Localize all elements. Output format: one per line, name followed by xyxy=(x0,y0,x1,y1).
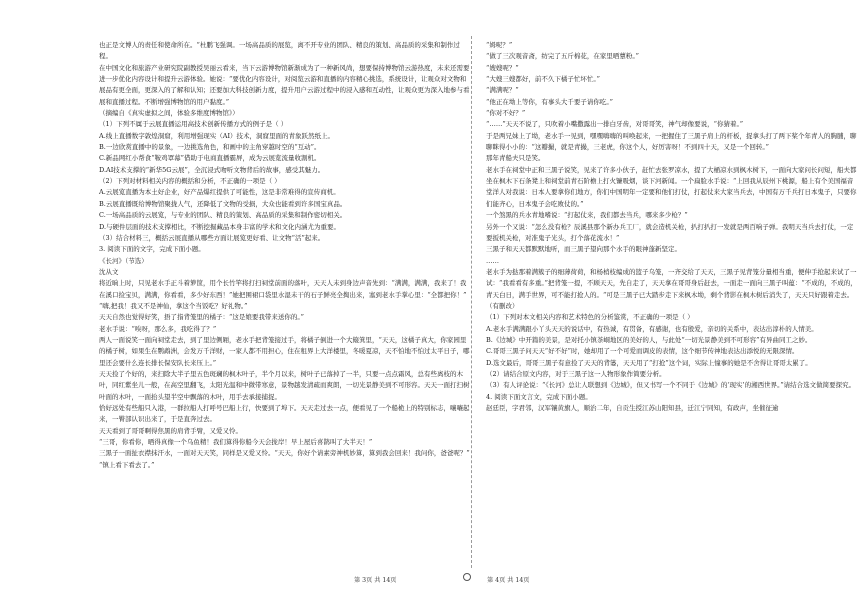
text-line: D.选文最后，哥哥三黑子有意捡了天天的背篓，天天用了“打抢”这个词，实际上憧事的她是不舍得让哥哥太累了。 xyxy=(486,358,812,367)
text-line: D.与硬件层面的技术支撑相比，不断挖掘藏品本身丰富的学术和文化内涵尤为重要。 xyxy=(99,222,341,231)
text-line: 天天看到了哥哥啊得焦黑的肩背手臂，又爱又怜。 xyxy=(99,426,242,435)
text-line: （2）下列对材料相关内容的概括和分析，不正确的一项是（ ） xyxy=(99,177,281,186)
text-line: 也正是文博人的责任和使命所在。“杜鹏飞强调。一场高品质的展览，离不开专业的团队、精良的策划、高品质的采集和制作过程。 xyxy=(99,41,460,61)
text-line: 赵廷臣，字君邻，汉军镶黄旗人，顺治二年，自贡生授江苏山阳知县，迁江宁同知，有政声，坐催征逾 xyxy=(486,404,779,412)
text-line: A.云展览直播为本土好企业，好产品爆红提供了可能性，这是非常难得的宣传商机。 xyxy=(99,188,340,197)
text-line: 在中国文化和旅游产业研究院副教授吴丽云看来，当下云游博物馆新渐成为了一种新风尚，想要保持博物馆云游热度，未来还需要进一步优化内容设计和提升云游体验。她说：“要优化内容设计，对阅览云游和直播的内容精心挑选，系统设计，让观众对文物和展品有更全面，更深入的了解和认知；还要加大科技创新力度，提升用户云游过程中的浸入感和互动性，让观众更为深入地参与看展和直播过程。不断增强博物馆的用户黏度。” xyxy=(99,63,470,106)
text-line: C.一场高品质的云展览，与专业的团队、精良的策划、高品质的采集和制作密切相关。 xyxy=(99,211,347,220)
text-line: A.线上直播数字敦煌洞窟，利用增强现实（AI）技术，洞窟里面的青象跃然纸上。 xyxy=(99,131,335,140)
text-line: “做了三次观音斋，纺完了五斤棉花，在家里晒蕈粉。” xyxy=(486,52,639,61)
text-line: 一个煞黑的兵水青地嗜说：“打起仗来，我们都去当兵，哪来多少枪？” xyxy=(486,211,688,220)
text-line: 于是两兄妹上了坳，老水手一见到，嘿嘿嗨嗨的叫唤起来，一把握住了三黑子肩上的杆板，捉拿头打了两下桨个年青人的胸脯，聊聊眯得小小的：“这瓣撮，就是青撮，三老虎，你这个人，好厉害呀！不到四十天，又是一个回转。” xyxy=(486,131,857,152)
text-line: 另外一个又说：“怎么没有枪？辰溪县那个新办兵工厂，就会造机关枪，扒打扒打一发就是两百响子弹。我明天当兵去打仗，一定要扳机关枪，对准鬼子光头，打个落花流水！” xyxy=(486,222,854,242)
text-line: “你对不好？” xyxy=(486,109,526,118)
text-line: 3. 阅读下面的文字，完成下面小题。 xyxy=(99,245,205,254)
text-line: （1）下列对本文相关内容和艺术特色的分析鉴赏，不正确的一项是（ ） xyxy=(486,313,694,322)
left-column xyxy=(99,40,471,471)
text-line: “大嫂三嫂都好，前不久下橘子忙坏忙。” xyxy=(486,75,600,84)
text-line: （1）下列不属于云展直播运用高技术创新传播方式的例子是（ ） xyxy=(99,120,288,129)
text-line: “……”天天不说了，只吹着小嘴撒露出一排白牙齿，对哥哥笑，神气却像要说，“你猜着。” xyxy=(486,120,744,129)
text-line: …… xyxy=(486,256,499,265)
text-line: 天天捡了个好的，来扫除大半子里五色斑斓的枫木叶子，半个月以来，树叶子已落掉了一半，只要一点点霜风，总有些离枝的木叶，同红紫坐儿一般，在高空里翻飞，太阳光温和中微带寒意，景物越发清疏而爽朗，一切光景静美到不可形容。天天一面打扫树叶面的木叶，一面抬头望半空中飘落的木叶，用手去承接捕捉。 xyxy=(99,369,470,401)
text-line: 那年青船夫只是笑。 xyxy=(486,154,545,163)
text-line: 老水手说：“唉呀，那么多，我吃得了？” xyxy=(99,324,217,333)
column-divider xyxy=(471,36,472,568)
text-line: （3）有人评论说：“《长河》总让人联想到《边城》，但又书写一个不同于《边城》的‘现实’的湘西世界。”请结合选文做简要探究。 xyxy=(486,381,856,390)
text-line: “嫂嫂呢？” xyxy=(486,63,519,72)
text-line: （有删改） xyxy=(486,301,519,310)
text-line: 4. 阅读下面文言文，完成下面小题。 xyxy=(486,392,592,401)
text-line: B.云展直播既给博物馆聚拢人气，还降低了文物的受损，大众也能看到许多国宝真品。 xyxy=(99,199,347,208)
page-number-left: 第 3页 共 14页 xyxy=(354,577,397,584)
text-line: C.新品网红小帮食“鞍鸡罩幕”借助于电商直播霸屏，成为云展览流量收割机。 xyxy=(99,154,321,163)
text-line: （3）结合材料三，概括云展直播从哪些方面让展览更好看、让文物“活”起来。 xyxy=(99,233,325,242)
text-line: “镇上看下看去了。” xyxy=(99,460,155,469)
text-line: 三黑子和天天都默默地听，而三黑子望向那个水手的眼神蓬新坚定。 xyxy=(486,245,681,254)
text-line: 老水手在祠堂中正和三黑子说笑，见来了许多小伙子，赶忙去张罗凉水，提了大桶凉水到枫木树下，一面向大家问长问短，船夫都坐在枫木下石条凳上和祠堂前青石阶檐上打火镰吸烟，谈下河新闻。一个扁脸水手说：“上回我从辰州下桃源，船上有个美国福音堂洋人对我说：日本人要拿你们地方，你们中国明年一定要和他们打仗，打起仗来大家当兵去，中国有万千兵打日本鬼子，只要你们能齐心，日本鬼子会吃败仗的。” xyxy=(486,165,857,208)
text-line: “三哥，你看你，晒得真像一个乌鱼精！我们算得你船今天会拢岸！早上屋后喜鹊叫了大半天！” xyxy=(99,438,373,447)
text-line: 恰好远处有些船只入港，一群拉船人打呼号巴船上行，快要到了埠下。天天走过去一点，便看见了一个船桅上的特别标志，嚷嚷起来，一臀部认识出来了，于是直奔过去。 xyxy=(99,404,470,424)
text-line: （摘编自《真实虚拟之间，体验多维度博物馆》） xyxy=(99,109,239,118)
text-line: A.老水手满满跟小丫头天天的说话中，有热诚，有贯备，有感谢，也有殷爱，亲切的关系中，表达出淳朴的人情美。 xyxy=(486,324,818,333)
text-line: D.AI技术支撑的“新华5G云展”，全沉浸式吻听文物背后的故事，感受其魅力。 xyxy=(99,165,325,174)
text-line: “他正在坳上等你，有事头大千要子请你吃。” xyxy=(486,97,613,106)
text-line: 老水手为挞那着满簇子的细薄荷荷，和杨梢枝编成的篮子乌笼，一齐交给了天天，三黑子见背笼分量相当重，便伸手抢起来试了一试：“我看看有多重。”把背笼一提，不顾天天，先自走了，天天拿在哥哥身后赶去，一面走一面向三黑子叫蕴：“不成的，不成的，青天白日，满手世界，可不能打抢人的。“可是三黑子已大踏步走下来枫木坳，剩个背影在枫木树后消失了，天天只好跟着走去。 xyxy=(486,267,857,299)
text-line: （2）请结合原文内容，对于三黑子这一人物形象作简要分析。 xyxy=(486,369,666,378)
right-column xyxy=(486,40,858,414)
text-line: “姆呢？” xyxy=(486,41,513,49)
text-line: 《长河》（节选） xyxy=(99,256,148,265)
text-line: 两人一面说笑一面向祠堂走去，到了里边侧厢，老水手把背笼接过手，将橘子倒进一个大簸箕里，“天天，这橘子真大，你家园里的橘子树，如果生在鹦鹉洲，会发万千洋财，一家人都不用担心，住在租界上大洋楼里，冬暖夏凉，天不怕地不怕过太平日子，哪里还会要什么连长排长保安队长来压上。” xyxy=(99,335,470,367)
page-separator-circle-icon xyxy=(463,573,471,581)
text-line: C.哥哥三黑子问天天“好不好”时，她却用了一个可爱而调皮的表情，这个细节传神地表达出添悦的无限深情。 xyxy=(486,347,799,356)
text-line: “嗨,把我！我又不是神仙，拿这个当饭吃？好礼物。” xyxy=(99,301,248,310)
text-line: “满满呢？” xyxy=(486,86,519,95)
text-line: B.《边城》中开篇的美景，是对托小镇茶峒地区的美好的人，与此处“一切光景静美到不可形容”有异曲同工之妙。 xyxy=(486,335,812,344)
text-line: 沈从文 xyxy=(99,267,119,276)
page-number-right: 第 4页 共 14页 xyxy=(487,577,530,584)
text-line: 三黑子一面扯衣襟抹汗水，一面对天天笑，同样是又爱又怜。“天天，你好个请素旁神机妙算，算到我会回来！我问你，爸爸呢？” xyxy=(99,449,470,458)
text-line: 天天自然也觉得好笑，捂了指背笼里的橘子：“这是娘要我带来送你的。” xyxy=(99,313,304,322)
text-line: 将近晌上时，只见老水手正斗着箩筐，用个长竹竿将打扫祠堂前面的落叶，天天人未到身边声音先到：“满满，满满，我来了！我在溪口捡宝贝，满满，你看看，多少好东西！”她把围裙口袋里水湿未干的石子鲜亮全掏出来，塞到老水手掌心里：“全都把你！” xyxy=(99,279,467,299)
text-line: B.一边欣赏直播中的景象，一边挑选角色，和画中的主角穿越时空的“互动”。 xyxy=(99,143,321,152)
